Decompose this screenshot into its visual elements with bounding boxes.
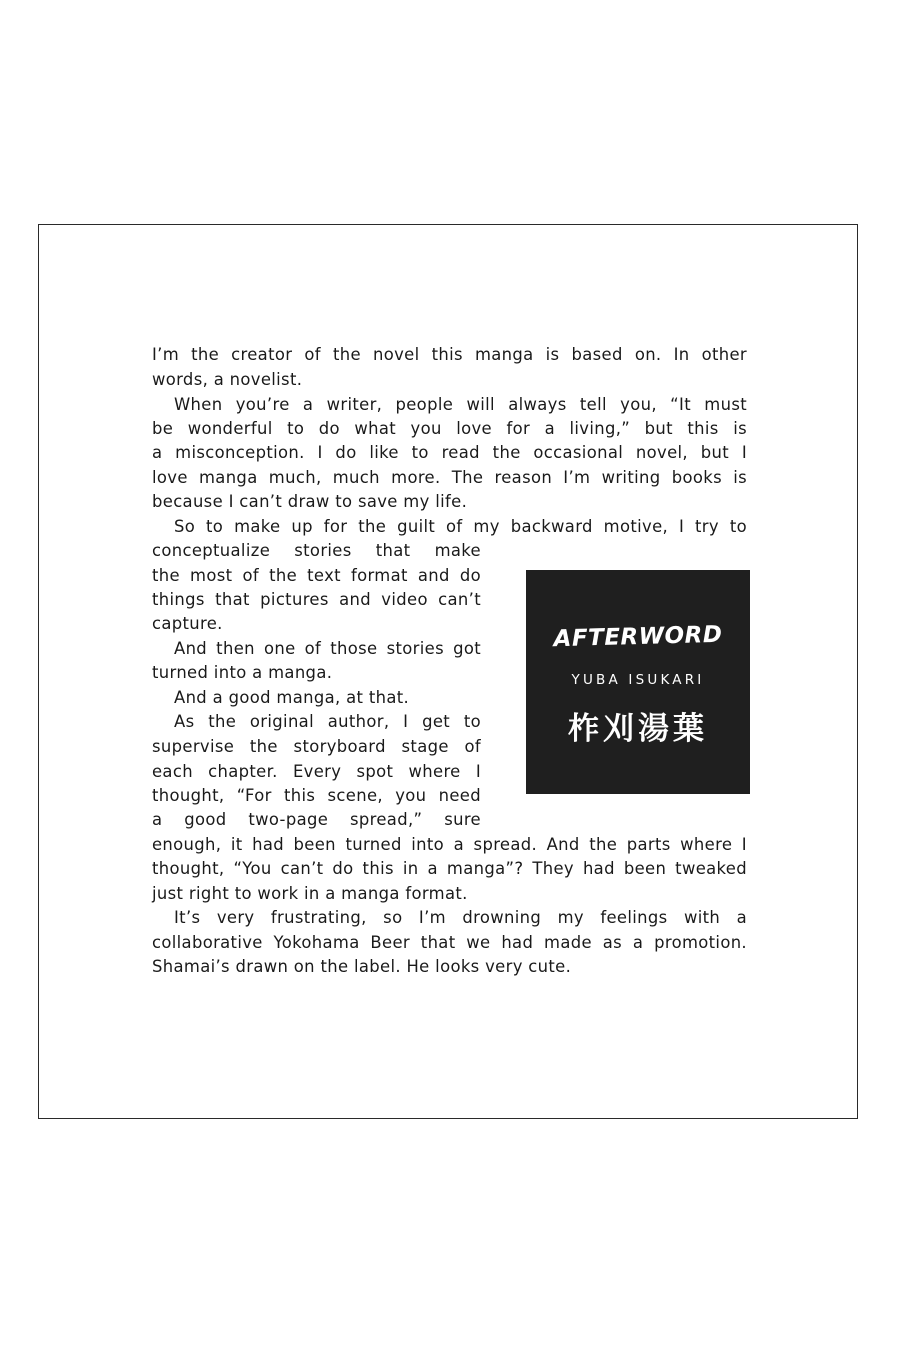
text-line: thought, “For this scene, you need <box>152 786 481 805</box>
text-line: capture. <box>152 614 223 633</box>
text-line: words, a novelist. <box>152 370 303 389</box>
text-line: It’s very frustrating, so I’m drowning my feelings with a <box>174 908 747 927</box>
text-line: a good two-page spread,” sure <box>152 810 481 829</box>
text-line: things that pictures and video can’t <box>152 590 481 609</box>
text-line: turned into a manga. <box>152 663 333 682</box>
text-line: be wonderful to do what you love for a living,” but this is <box>152 419 747 438</box>
text-line: When you’re a writer, people will always tell you, “It must <box>174 395 747 414</box>
text-line: So to make up for the guilt of my backward motive, I try to <box>174 517 747 536</box>
text-line: the most of the text format and do <box>152 566 481 585</box>
text-line: love manga much, much more. The reason I’m writing books is <box>152 468 747 487</box>
text-line: Shamai’s drawn on the label. He looks very cute. <box>152 957 572 976</box>
author-name-kanji: 柞刈湯葉 <box>568 711 708 747</box>
text-line: each chapter. Every spot where I <box>152 762 481 781</box>
text-line: because I can’t draw to save my life. <box>152 492 468 511</box>
text-line: I’m the creator of the novel this manga is based on. In other <box>152 345 747 364</box>
text-line: enough, it had been turned into a spread. And the parts where I <box>152 835 747 854</box>
author-name: YUBA ISUKARI <box>571 672 705 688</box>
afterword-heading: AFTERWORD <box>553 621 723 653</box>
text-line: collaborative Yokohama Beer that we had made as a promotion. <box>152 933 747 952</box>
text-line: And a good manga, at that. <box>174 688 410 707</box>
afterword-title-box <box>526 570 750 794</box>
text-line: supervise the storyboard stage of <box>152 737 481 756</box>
text-line: conceptualize stories that make <box>152 541 481 560</box>
text-line: As the original author, I get to <box>174 712 481 731</box>
text-line: a misconception. I do like to read the occasional novel, but I <box>152 443 747 462</box>
text-line: just right to work in a manga format. <box>152 884 468 903</box>
text-line: And then one of those stories got <box>174 639 481 658</box>
text-line: thought, “You can’t do this in a manga”? They had been tweaked <box>152 859 747 878</box>
